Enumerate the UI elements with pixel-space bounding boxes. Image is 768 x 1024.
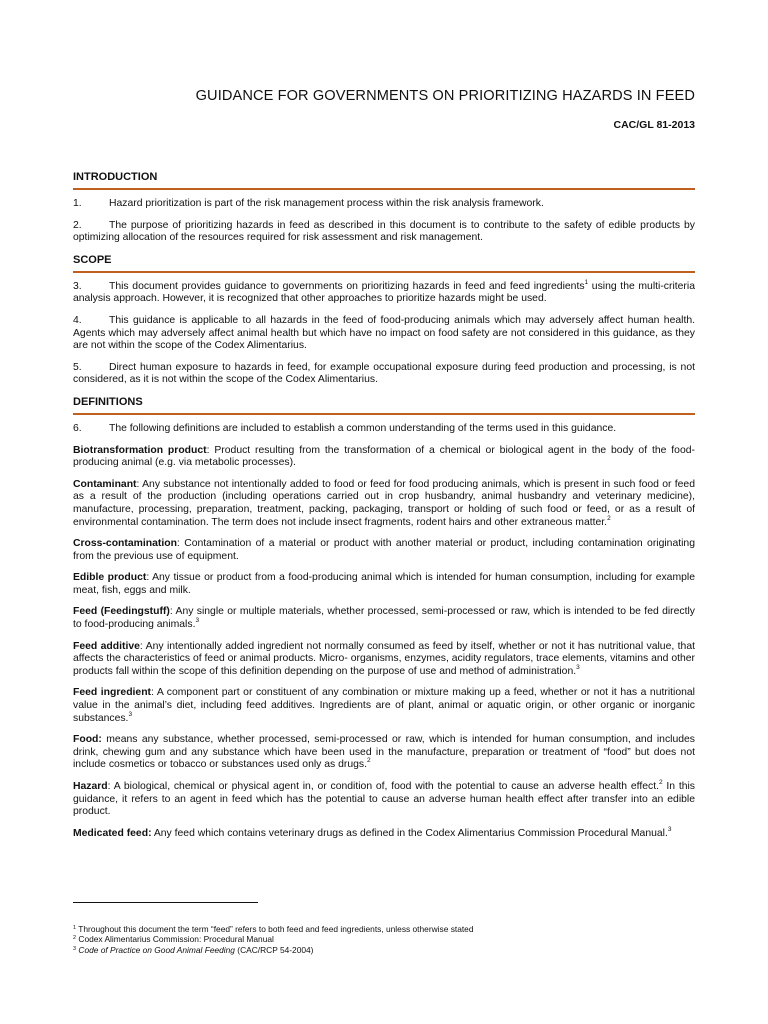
- definition-term: Medicated feed:: [73, 827, 152, 839]
- definition-text-cont: In this guidance, it refers to an agent in feed which has the potential to cause an adverse human health effect after transfer into an edible product.: [73, 781, 695, 818]
- definition-term: Cross-contamination: [73, 538, 177, 550]
- footnote-separator: [73, 902, 258, 903]
- paragraph-6: [73, 423, 695, 436]
- definition-text: : Any intentionally added ingredient not normally consumed as feed by itself, whether or not it has nutritional value, that affects the characteristics of feed or animal products. Micro- organisms, enzymes, acidity regulators, trace elements, vitamins and other products fall within the scope of this definition depending on the purpose of use and method of administration.: [73, 640, 695, 677]
- paragraph-text: Hazard prioritization is part of the risk management process within the risk analysis framework.: [109, 198, 544, 209]
- footnote-text: Code of Practice on Good Animal Feeding: [78, 944, 235, 955]
- footnote-suffix: (CAC/RCP 54-2004): [234, 944, 314, 955]
- footnote-ref: 2: [658, 779, 663, 786]
- paragraph-5: [73, 362, 695, 387]
- footnote-3: [73, 945, 633, 955]
- definition-text: : A component part or constituent of any combination or mixture making up a feed, whether or not it has a nutritional value in the animal’s diet, including feed additives. Ingredients are of plant, animal or aquatic origin, or other organic or inorganic substances.: [73, 687, 695, 724]
- definition-text: : Any single or multiple materials, whether processed, semi-processed or raw, which is intended to be fed directly to food-producing animals.: [73, 606, 695, 631]
- footnote-number: 2: [73, 935, 77, 942]
- footnote-2: [73, 934, 633, 944]
- definition-term: Edible product: [73, 572, 147, 584]
- definition-text: : Product resulting from the transformation of a chemical or biological agent in the body of the food-producing animal (e.g. via metabolic processes).: [73, 444, 695, 469]
- definition-food: [73, 734, 695, 772]
- definition-feed-additive: [73, 641, 695, 679]
- paragraph-1: [73, 198, 695, 211]
- paragraph-number: 6.: [73, 422, 82, 434]
- definition-term: Feed (Feedingstuff): [73, 606, 170, 618]
- definition-feed: [73, 606, 695, 631]
- paragraph-text-cont: using the multi-criteria analysis approach. However, it is recognized that other approaches to prioritize hazards might be used.: [73, 280, 695, 305]
- section-heading-introduction: INTRODUCTION: [73, 171, 695, 190]
- definition-medicated-feed: [73, 825, 695, 841]
- paragraph-4: [73, 315, 695, 353]
- document-body: [73, 171, 695, 849]
- paragraph-3: [73, 278, 695, 306]
- section-heading-definitions: DEFINITIONS: [73, 396, 695, 415]
- definition-term: Feed ingredient: [73, 687, 152, 699]
- paragraph-number: 4.: [73, 314, 82, 326]
- document-title: GUIDANCE FOR GOVERNMENTS ON PRIORITIZING HAZARDS IN FEED: [195, 88, 695, 104]
- section-heading-scope: SCOPE: [73, 254, 695, 273]
- paragraph-number: 5.: [73, 361, 82, 373]
- definition-text: means any substance, whether processed, semi-processed or raw, which is intended for human consumption, and includes drink, chewing gum and any substance which have been used in the manufacture, preparation or treatment of “food” but does not include cosmetics or tobacco or substances used only as drugs.: [73, 734, 695, 771]
- definition-contaminant: [73, 479, 695, 529]
- paragraph-number: 3.: [73, 280, 82, 292]
- paragraph-text: The following definitions are included to establish a common understanding of the terms used in this guidance.: [109, 422, 617, 434]
- footnote-ref: 3: [667, 825, 672, 833]
- definition-feed-ingredient: [73, 687, 695, 725]
- definition-text: : Any tissue or product from a food-producing animal which is intended for human consumption, including for example meat, fish, eggs and milk.: [73, 572, 695, 596]
- footnote-ref: 1: [584, 278, 589, 286]
- footnote-ref: 3: [128, 710, 133, 718]
- definition-term: Biotransformation product: [73, 444, 207, 456]
- definition-edible-product: [73, 572, 695, 597]
- paragraph-text: This guidance is applicable to all hazards in the feed of food-producing animals which may adversely affect human health. Agents which may adversely affect animal health but which have no impact on food safety are not considered in this guidance, as they are not within the scope of the Codex Alimentarius.: [73, 314, 695, 352]
- definition-term: Feed additive: [73, 640, 140, 652]
- footnote-text: Throughout this document the term “feed” refers to both feed and feed ingredients, unless otherwise stated: [78, 924, 474, 934]
- paragraph-text: The purpose of prioritizing hazards in feed as described in this document is to contribute to the safety of edible products by optimizing allocation of the resources required for risk assessment and risk management.: [73, 219, 695, 244]
- footnote-number: 1: [73, 925, 77, 931]
- paragraph-2: [73, 220, 695, 245]
- paragraph-text: Direct human exposure to hazards in feed, for example occupational exposure during feed production and processing, is not considered, as it is not within the scope of the Codex Alimentarius.: [73, 361, 695, 386]
- footnotes: [73, 924, 633, 955]
- definition-term: Hazard: [73, 781, 108, 792]
- footnote-ref: 3: [195, 617, 200, 625]
- definition-hazard: [73, 781, 695, 819]
- definition-term: Contaminant: [73, 478, 137, 490]
- definition-text: : Any substance not intentionally added to food or feed for food producing animals, which is present in such food or feed as a result of the production (including operations carried out in crop husbandry, animal husbandry and veterinary medicine), manufacture, processing, preparation, treatment, packing, packaging, transport or holding of such food or feed, or as a result of environmental contamination. The term does not include insect fragments, rodent hairs and other extraneous matter.: [73, 478, 695, 528]
- definition-text: Any feed which contains veterinary drugs as defined in the Codex Alimentarius Commission Procedural Manual.: [151, 827, 668, 839]
- document-code: CAC/GL 81-2013: [613, 119, 695, 131]
- paragraph-number: 2.: [73, 219, 82, 231]
- paragraph-number: 1.: [73, 198, 82, 209]
- definition-term: Food:: [73, 734, 102, 746]
- footnote-ref: 2: [607, 514, 611, 522]
- definition-text: : A biological, chemical or physical agent in, or condition of, food with the potential to cause an adverse health effect.: [107, 781, 659, 792]
- footnote-ref: 2: [366, 757, 371, 765]
- definition-biotransformation-product: [73, 445, 695, 470]
- paragraph-text: This document provides guidance to governments on prioritizing hazards in feed and feed ingredients: [109, 280, 585, 292]
- footnote-ref: 3: [576, 663, 580, 671]
- definition-text: : Contamination of a material or product with another material or product, including contamination originating from the previous use of equipment.: [73, 538, 695, 562]
- footnote-number: 3: [73, 945, 77, 952]
- footnote-text: Codex Alimentarius Commission: Procedural Manual: [78, 934, 274, 945]
- definition-cross-contamination: [73, 538, 695, 563]
- footnote-1: [73, 924, 633, 934]
